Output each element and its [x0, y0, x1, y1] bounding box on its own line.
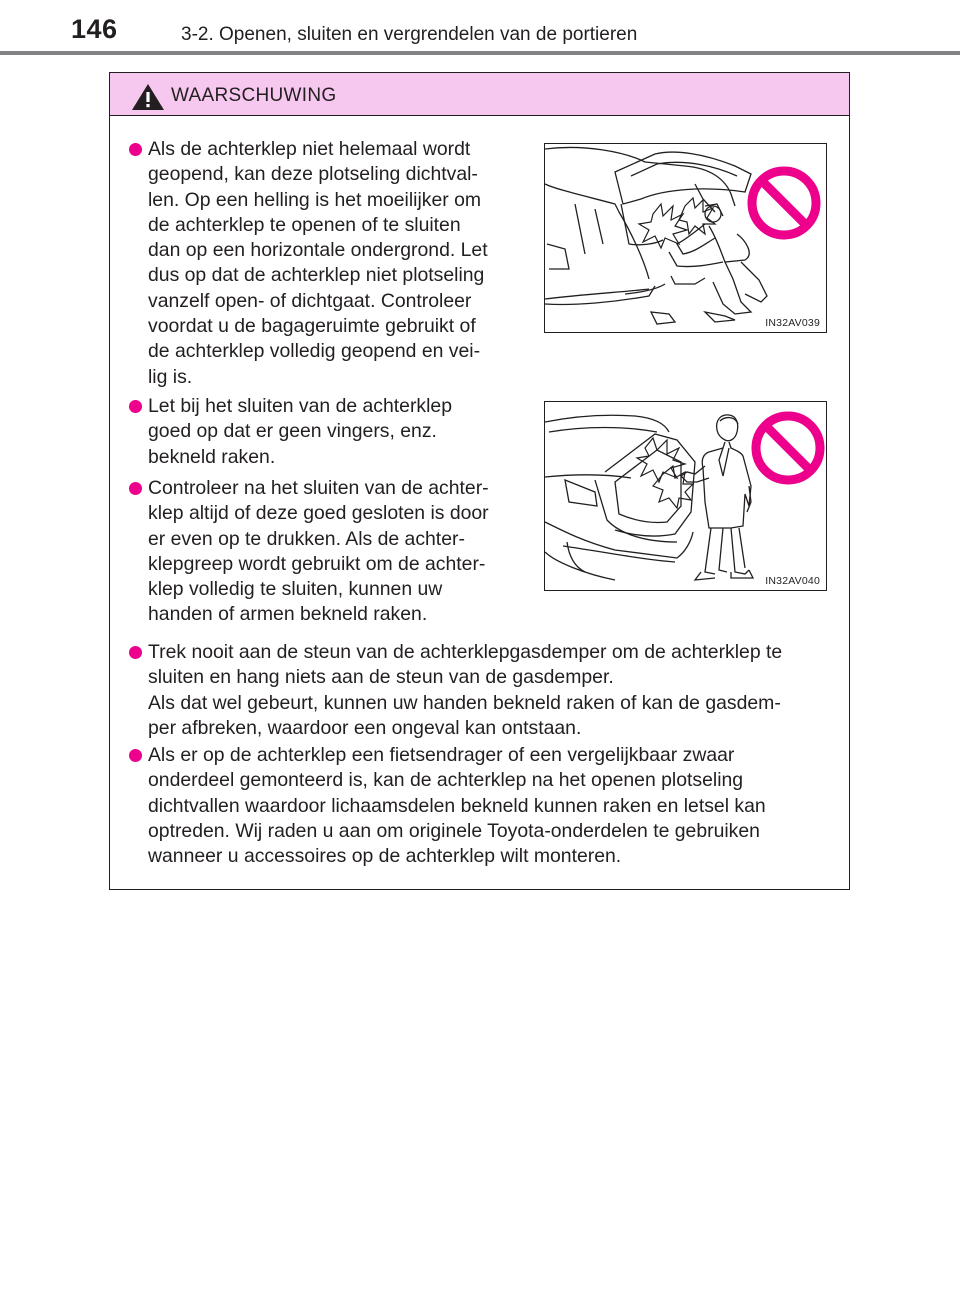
figure-code: IN32AV039	[765, 317, 820, 329]
text-line: Als dat wel gebeurt, kunnen uw handen bekneld raken of kan de gasdem-	[148, 691, 781, 714]
warning-item	[129, 137, 522, 390]
text-line: handen of armen bekneld raken.	[148, 603, 428, 626]
warning-triangle-icon	[131, 83, 165, 111]
text-line: Als de achterklep niet helemaal wordt	[148, 138, 471, 160]
warning-item-text	[148, 476, 522, 628]
text-line: per afbreken, waardoor een ongeval kan ontstaan.	[148, 716, 582, 739]
text-line: vanzelf open- of dichtgaat. Controleer	[148, 289, 472, 312]
warning-item	[129, 394, 522, 470]
text-line: Trek nooit aan de steun van de achterklepgasdemper om de achterklep te	[148, 641, 783, 663]
text-line: Let bij het sluiten van de achterklep	[148, 395, 452, 417]
warning-header	[110, 73, 849, 116]
warning-item	[129, 476, 522, 628]
text-line: Als er op de achterklep een fietsendrager of een vergelijkbaar zwaar	[148, 744, 735, 766]
text-line: geopend, kan deze plotseling dichtval-	[148, 163, 478, 186]
text-line: goed op dat er geen vingers, enz.	[148, 420, 437, 443]
text-line: dichtvallen waardoor lichaamsdelen bekneld kunnen raken en letsel kan	[148, 794, 766, 817]
text-line: sluiten en hang niets aan de steun van de gasdemper.	[148, 666, 614, 689]
figure-code: IN32AV040	[765, 575, 820, 587]
warning-item-text	[148, 640, 841, 741]
text-line: dus op dat de achterklep niet plotseling	[148, 264, 485, 287]
prohibition-icon	[751, 411, 825, 485]
bullet-icon	[129, 143, 142, 156]
page-header	[0, 0, 960, 52]
text-line: er even op te drukken. Als de achter-	[148, 527, 465, 550]
warning-title: WAARSCHUWING	[171, 85, 337, 106]
warning-item-text	[148, 743, 841, 869]
warning-box	[109, 72, 850, 890]
text-line: len. Op een helling is het moeilijker om	[148, 188, 482, 211]
text-line: klep altijd of deze goed gesloten is door	[148, 502, 489, 525]
warning-item-text	[148, 137, 522, 390]
prohibition-icon	[747, 166, 821, 240]
warning-item-text	[148, 394, 522, 470]
text-line: optreden. Wij raden u aan om originele Toyota-onderdelen te gebruiken	[148, 819, 760, 842]
header-rule	[0, 51, 960, 55]
text-line: Controleer na het sluiten van de achter-	[148, 477, 489, 499]
text-line: de achterklep te openen of te sluiten	[148, 213, 461, 236]
warning-item	[129, 640, 841, 741]
bullet-icon	[129, 646, 142, 659]
text-line: voordat u de bagageruimte gebruikt of	[148, 315, 476, 338]
chapter-title: 3-2. Openen, sluiten en vergrendelen van de portieren	[181, 24, 638, 45]
page-number: 146	[71, 14, 118, 44]
text-line: onderdeel gemonteerd is, kan de achterklep na het openen plotseling	[148, 769, 744, 792]
text-line: lig is.	[148, 365, 193, 388]
bullet-icon	[129, 400, 142, 413]
bullet-icon	[129, 749, 142, 762]
tailgate-closing-illustration	[544, 401, 827, 591]
text-line: klep volledig te sluiten, kunnen uw	[148, 578, 443, 601]
text-line: klepgreep wordt gebruikt om de achter-	[148, 552, 486, 575]
warning-item	[129, 743, 841, 869]
text-line: wanneer u accessoires op de achterklep wilt monteren.	[148, 845, 622, 868]
text-line: bekneld raken.	[148, 445, 276, 468]
text-line: dan op een horizontale ondergrond. Let	[148, 239, 488, 262]
bullet-icon	[129, 482, 142, 495]
text-line: de achterklep volledig geopend en vei-	[148, 340, 481, 363]
tailgate-slope-illustration	[544, 143, 827, 333]
